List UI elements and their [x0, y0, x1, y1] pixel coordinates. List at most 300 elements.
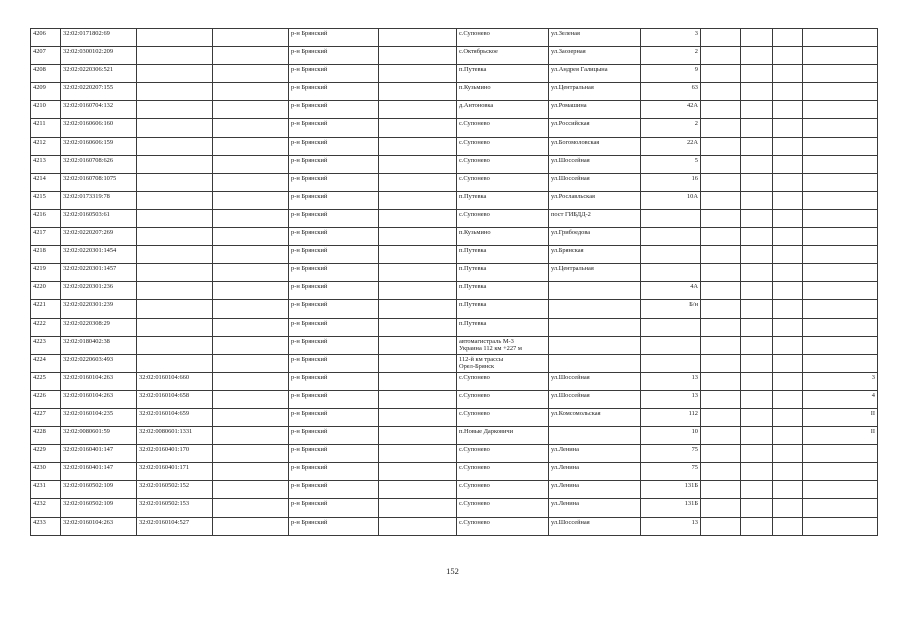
cell-district: р-н Брянский [289, 173, 379, 191]
cell-empty [701, 427, 741, 445]
cell-premises-number [803, 264, 878, 282]
cell-linked-cadastral-number [137, 173, 213, 191]
cell-empty [741, 427, 773, 445]
cell-empty [379, 408, 457, 426]
cell-empty [213, 264, 289, 282]
cell-house-number: 10 [641, 427, 701, 445]
cell-cadastral-number: 32:02:0220301:1457 [61, 264, 137, 282]
cell-record-number: 4211 [31, 119, 61, 137]
cell-house-number: 63 [641, 83, 701, 101]
cell-district: р-н Брянский [289, 29, 379, 47]
cell-empty [741, 47, 773, 65]
cell-record-number: 4222 [31, 318, 61, 336]
cell-street [549, 427, 641, 445]
cell-house-number: 22А [641, 137, 701, 155]
cell-house-number: 131Б [641, 499, 701, 517]
cell-empty [741, 390, 773, 408]
cell-house-number: 75 [641, 445, 701, 463]
table-row [31, 65, 878, 83]
cell-premises-number [803, 228, 878, 246]
cell-empty [379, 155, 457, 173]
cell-empty [213, 246, 289, 264]
cell-empty [379, 83, 457, 101]
cell-record-number: 4221 [31, 300, 61, 318]
cell-cadastral-number: 32:02:0220207:155 [61, 83, 137, 101]
cell-cadastral-number: 32:02:0220301:239 [61, 300, 137, 318]
cell-empty [379, 264, 457, 282]
cell-district: р-н Брянский [289, 137, 379, 155]
cell-empty [773, 101, 803, 119]
cell-premises-number [803, 137, 878, 155]
cell-empty [701, 119, 741, 137]
cell-district: р-н Брянский [289, 101, 379, 119]
cell-empty [773, 173, 803, 191]
cell-empty [741, 101, 773, 119]
cell-empty [701, 517, 741, 535]
cell-empty [213, 137, 289, 155]
table-row [31, 83, 878, 101]
cell-empty [379, 463, 457, 481]
cell-empty [379, 481, 457, 499]
cell-settlement: с.Супонево [457, 517, 549, 535]
cell-street [549, 300, 641, 318]
cell-empty [379, 300, 457, 318]
cell-district: р-н Брянский [289, 300, 379, 318]
cell-linked-cadastral-number [137, 29, 213, 47]
cell-street: ул.Ленина [549, 445, 641, 463]
cell-record-number: 4226 [31, 390, 61, 408]
cell-settlement: с.Супонево [457, 445, 549, 463]
cell-settlement: с.Супонево [457, 173, 549, 191]
cell-record-number: 4219 [31, 264, 61, 282]
cell-record-number: 4206 [31, 29, 61, 47]
cell-street: ул.Зеленая [549, 29, 641, 47]
cell-record-number: 4232 [31, 499, 61, 517]
cell-settlement: п.Путевка [457, 264, 549, 282]
cell-house-number: 3 [641, 29, 701, 47]
cell-empty [701, 83, 741, 101]
cell-empty [741, 517, 773, 535]
cell-empty [773, 246, 803, 264]
cell-cadastral-number: 32:02:0160708:1075 [61, 173, 137, 191]
cell-empty [773, 137, 803, 155]
cell-empty [741, 137, 773, 155]
cell-record-number: 4230 [31, 463, 61, 481]
cell-settlement: п.Путевка [457, 246, 549, 264]
cell-empty [213, 155, 289, 173]
cell-house-number: 13 [641, 372, 701, 390]
table-row [31, 463, 878, 481]
cell-street [549, 282, 641, 300]
cell-premises-number [803, 318, 878, 336]
cell-linked-cadastral-number [137, 264, 213, 282]
cell-linked-cadastral-number: 32:02:0160502:152 [137, 481, 213, 499]
table-row [31, 119, 878, 137]
cell-district: р-н Брянский [289, 354, 379, 372]
cell-empty [379, 65, 457, 83]
cell-record-number: 4214 [31, 173, 61, 191]
cell-empty [213, 481, 289, 499]
cell-linked-cadastral-number [137, 246, 213, 264]
cell-empty [701, 173, 741, 191]
cell-cadastral-number: 32:02:0160104:235 [61, 408, 137, 426]
table-row [31, 47, 878, 65]
cell-settlement: автомагистраль М-3 Украина 112 км +227 м [457, 336, 549, 354]
cell-house-number: 9 [641, 65, 701, 83]
cell-linked-cadastral-number [137, 354, 213, 372]
cell-house-number [641, 354, 701, 372]
table-row [31, 264, 878, 282]
cell-district: р-н Брянский [289, 83, 379, 101]
cell-empty [701, 463, 741, 481]
cell-premises-number [803, 282, 878, 300]
cell-empty [213, 336, 289, 354]
cell-empty [379, 101, 457, 119]
cell-settlement: с.Супонево [457, 209, 549, 227]
cell-premises-number: II [803, 427, 878, 445]
cell-street: ул.Шоссейная [549, 372, 641, 390]
cell-empty [213, 119, 289, 137]
cell-empty [213, 445, 289, 463]
cell-cadastral-number: 32:02:0160401:147 [61, 463, 137, 481]
cell-premises-number: 3 [803, 372, 878, 390]
cell-settlement: с.Супонево [457, 408, 549, 426]
table-row [31, 246, 878, 264]
cell-premises-number [803, 300, 878, 318]
table-row [31, 155, 878, 173]
cell-district: р-н Брянский [289, 499, 379, 517]
cell-empty [701, 209, 741, 227]
cell-premises-number [803, 517, 878, 535]
cell-premises-number [803, 336, 878, 354]
cell-cadastral-number: 32:02:0220301:236 [61, 282, 137, 300]
cell-empty [773, 408, 803, 426]
cell-record-number: 4229 [31, 445, 61, 463]
cell-cadastral-number: 32:02:0220306:521 [61, 65, 137, 83]
cell-premises-number [803, 481, 878, 499]
cell-empty [773, 354, 803, 372]
cell-record-number: 4216 [31, 209, 61, 227]
cell-cadastral-number: 32:02:0160104:263 [61, 517, 137, 535]
cell-record-number: 4208 [31, 65, 61, 83]
table-row [31, 408, 878, 426]
cell-premises-number [803, 445, 878, 463]
cell-empty [213, 300, 289, 318]
cell-empty [379, 191, 457, 209]
cell-empty [773, 517, 803, 535]
table-row [31, 354, 878, 372]
cell-empty [379, 209, 457, 227]
cell-empty [213, 499, 289, 517]
cell-settlement: п.Путевка [457, 65, 549, 83]
cell-house-number [641, 264, 701, 282]
cell-empty [701, 65, 741, 83]
cell-empty [379, 390, 457, 408]
cell-empty [213, 191, 289, 209]
cell-record-number: 4217 [31, 228, 61, 246]
table-row [31, 445, 878, 463]
cell-empty [701, 246, 741, 264]
cell-street: ул.Ленина [549, 499, 641, 517]
cell-empty [773, 499, 803, 517]
cell-cadastral-number: 32:02:0160502:109 [61, 481, 137, 499]
cell-cadastral-number: 32:02:0160606:159 [61, 137, 137, 155]
table-row [31, 499, 878, 517]
cell-empty [379, 354, 457, 372]
cell-cadastral-number: 32:02:0160104:263 [61, 390, 137, 408]
cell-settlement: п.Кузьмино [457, 228, 549, 246]
table-row [31, 336, 878, 354]
cell-empty [741, 408, 773, 426]
cell-district: р-н Брянский [289, 209, 379, 227]
cell-cadastral-number: 32:02:0160401:147 [61, 445, 137, 463]
cell-empty [701, 445, 741, 463]
cell-empty [773, 228, 803, 246]
cell-empty [741, 445, 773, 463]
cell-house-number [641, 318, 701, 336]
cell-empty [379, 427, 457, 445]
cell-empty [379, 47, 457, 65]
cell-empty [773, 191, 803, 209]
cell-empty [773, 318, 803, 336]
cell-empty [773, 209, 803, 227]
cell-empty [213, 427, 289, 445]
cell-house-number: 5 [641, 155, 701, 173]
cell-linked-cadastral-number: 32:02:0160104:658 [137, 390, 213, 408]
cell-record-number: 4224 [31, 354, 61, 372]
cell-empty [741, 282, 773, 300]
cell-linked-cadastral-number [137, 47, 213, 65]
cell-empty [741, 372, 773, 390]
cell-linked-cadastral-number: 32:02:0160104:527 [137, 517, 213, 535]
cell-record-number: 4220 [31, 282, 61, 300]
cell-empty [741, 318, 773, 336]
cell-empty [773, 119, 803, 137]
cell-empty [701, 354, 741, 372]
cell-empty [213, 372, 289, 390]
cell-empty [741, 300, 773, 318]
table-row [31, 137, 878, 155]
cell-house-number [641, 246, 701, 264]
cell-cadastral-number: 32:02:0160704:132 [61, 101, 137, 119]
cell-empty [773, 463, 803, 481]
cell-settlement: п.Кузьмино [457, 83, 549, 101]
cell-empty [213, 517, 289, 535]
cell-empty [773, 65, 803, 83]
cell-linked-cadastral-number [137, 191, 213, 209]
cell-linked-cadastral-number [137, 228, 213, 246]
cell-settlement: с.Супонево [457, 390, 549, 408]
cell-district: р-н Брянский [289, 119, 379, 137]
cell-empty [379, 246, 457, 264]
cell-empty [379, 336, 457, 354]
cell-street: ул.Ромашина [549, 101, 641, 119]
cell-house-number: 2 [641, 47, 701, 65]
cell-cadastral-number: 32:02:0300102:209 [61, 47, 137, 65]
cell-empty [213, 47, 289, 65]
table-row [31, 282, 878, 300]
cell-street: ул.Брянская [549, 246, 641, 264]
cell-settlement: с.Супонево [457, 155, 549, 173]
cell-settlement: д.Антоновка [457, 101, 549, 119]
cell-street: ул.Комсомольская [549, 408, 641, 426]
cell-empty [213, 408, 289, 426]
cell-cadastral-number: 32:02:0160606:160 [61, 119, 137, 137]
cell-district: р-н Брянский [289, 191, 379, 209]
cell-record-number: 4218 [31, 246, 61, 264]
cell-linked-cadastral-number: 32:02:0160104:660 [137, 372, 213, 390]
cell-district: р-н Брянский [289, 481, 379, 499]
cell-linked-cadastral-number [137, 209, 213, 227]
cell-empty [213, 173, 289, 191]
cell-district: р-н Брянский [289, 427, 379, 445]
cell-empty [773, 155, 803, 173]
cell-cadastral-number: 32:02:0220301:1454 [61, 246, 137, 264]
cell-street: ул.Центральная [549, 264, 641, 282]
cell-house-number: 4А [641, 282, 701, 300]
cell-empty [701, 390, 741, 408]
table-row [31, 29, 878, 47]
cell-house-number: 75 [641, 463, 701, 481]
cell-premises-number [803, 101, 878, 119]
cell-district: р-н Брянский [289, 155, 379, 173]
cell-settlement: с.Супонево [457, 137, 549, 155]
cell-record-number: 4227 [31, 408, 61, 426]
cell-empty [773, 390, 803, 408]
cell-empty [741, 155, 773, 173]
cell-linked-cadastral-number [137, 119, 213, 137]
cell-empty [741, 65, 773, 83]
cell-premises-number [803, 191, 878, 209]
cell-empty [213, 282, 289, 300]
cell-empty [773, 264, 803, 282]
cell-empty [379, 29, 457, 47]
cell-house-number: 2 [641, 119, 701, 137]
cell-empty [741, 336, 773, 354]
cell-premises-number [803, 246, 878, 264]
cell-district: р-н Брянский [289, 264, 379, 282]
cell-street: ул.Богомоловская [549, 137, 641, 155]
cell-empty [741, 463, 773, 481]
cell-settlement: п.Новые Дарковичи [457, 427, 549, 445]
cell-settlement: с.Супонево [457, 499, 549, 517]
cell-settlement: п.Путевка [457, 318, 549, 336]
cell-empty [741, 481, 773, 499]
cell-empty [379, 372, 457, 390]
table-row [31, 517, 878, 535]
cell-premises-number [803, 65, 878, 83]
cell-house-number [641, 209, 701, 227]
table-row [31, 300, 878, 318]
cell-empty [741, 173, 773, 191]
cell-empty [773, 445, 803, 463]
cell-street: ул.Грибоедова [549, 228, 641, 246]
cell-cadastral-number: 32:02:0160503:61 [61, 209, 137, 227]
cell-record-number: 4223 [31, 336, 61, 354]
cell-linked-cadastral-number: 32:02:0160401:171 [137, 463, 213, 481]
cell-premises-number: 4 [803, 390, 878, 408]
cell-street: пост ГИБДД-2 [549, 209, 641, 227]
cell-district: р-н Брянский [289, 65, 379, 83]
cell-empty [213, 354, 289, 372]
cell-district: р-н Брянский [289, 228, 379, 246]
cell-linked-cadastral-number [137, 282, 213, 300]
cell-settlement: с.Супонево [457, 119, 549, 137]
cell-house-number: 112 [641, 408, 701, 426]
cell-house-number: 131Б [641, 481, 701, 499]
cell-street: ул.Рославльская [549, 191, 641, 209]
table-row [31, 481, 878, 499]
cell-cadastral-number: 32:02:0220603:493 [61, 354, 137, 372]
cell-empty [379, 173, 457, 191]
cell-empty [701, 318, 741, 336]
cell-empty [741, 83, 773, 101]
cell-empty [741, 119, 773, 137]
cell-empty [773, 29, 803, 47]
cell-record-number: 4215 [31, 191, 61, 209]
cell-street [549, 318, 641, 336]
cell-empty [379, 119, 457, 137]
cell-empty [379, 318, 457, 336]
cell-empty [741, 228, 773, 246]
cell-house-number: 16 [641, 173, 701, 191]
cell-premises-number [803, 354, 878, 372]
cell-street [549, 354, 641, 372]
cell-premises-number [803, 119, 878, 137]
cell-empty [773, 47, 803, 65]
cell-empty [213, 228, 289, 246]
cell-street: ул.Российская [549, 119, 641, 137]
cell-empty [213, 83, 289, 101]
cell-record-number: 4231 [31, 481, 61, 499]
cell-premises-number [803, 83, 878, 101]
cell-district: р-н Брянский [289, 282, 379, 300]
cell-empty [701, 264, 741, 282]
cell-empty [213, 101, 289, 119]
cell-empty [213, 463, 289, 481]
cell-settlement: п.Путевка [457, 300, 549, 318]
cell-cadastral-number: 32:02:0180402:38 [61, 336, 137, 354]
cell-empty [213, 29, 289, 47]
cell-linked-cadastral-number [137, 336, 213, 354]
cell-empty [701, 101, 741, 119]
cell-linked-cadastral-number: 32:02:0160502:153 [137, 499, 213, 517]
cell-settlement: с.Супонево [457, 29, 549, 47]
cell-premises-number [803, 173, 878, 191]
cell-district: р-н Брянский [289, 47, 379, 65]
cell-street: ул.Шоссейная [549, 517, 641, 535]
cell-linked-cadastral-number [137, 83, 213, 101]
cell-record-number: 4212 [31, 137, 61, 155]
cell-empty [773, 300, 803, 318]
cell-record-number: 4209 [31, 83, 61, 101]
page-number: 152 [446, 566, 459, 576]
cell-premises-number [803, 155, 878, 173]
cell-empty [701, 29, 741, 47]
cell-premises-number [803, 209, 878, 227]
cell-linked-cadastral-number [137, 65, 213, 83]
cell-street [549, 336, 641, 354]
table-row [31, 101, 878, 119]
cell-district: р-н Брянский [289, 318, 379, 336]
cell-empty [701, 191, 741, 209]
cell-house-number: 10А [641, 191, 701, 209]
cell-empty [701, 336, 741, 354]
cell-house-number [641, 336, 701, 354]
cell-street: ул.Шоссейная [549, 173, 641, 191]
cell-empty [379, 228, 457, 246]
cell-empty [379, 282, 457, 300]
